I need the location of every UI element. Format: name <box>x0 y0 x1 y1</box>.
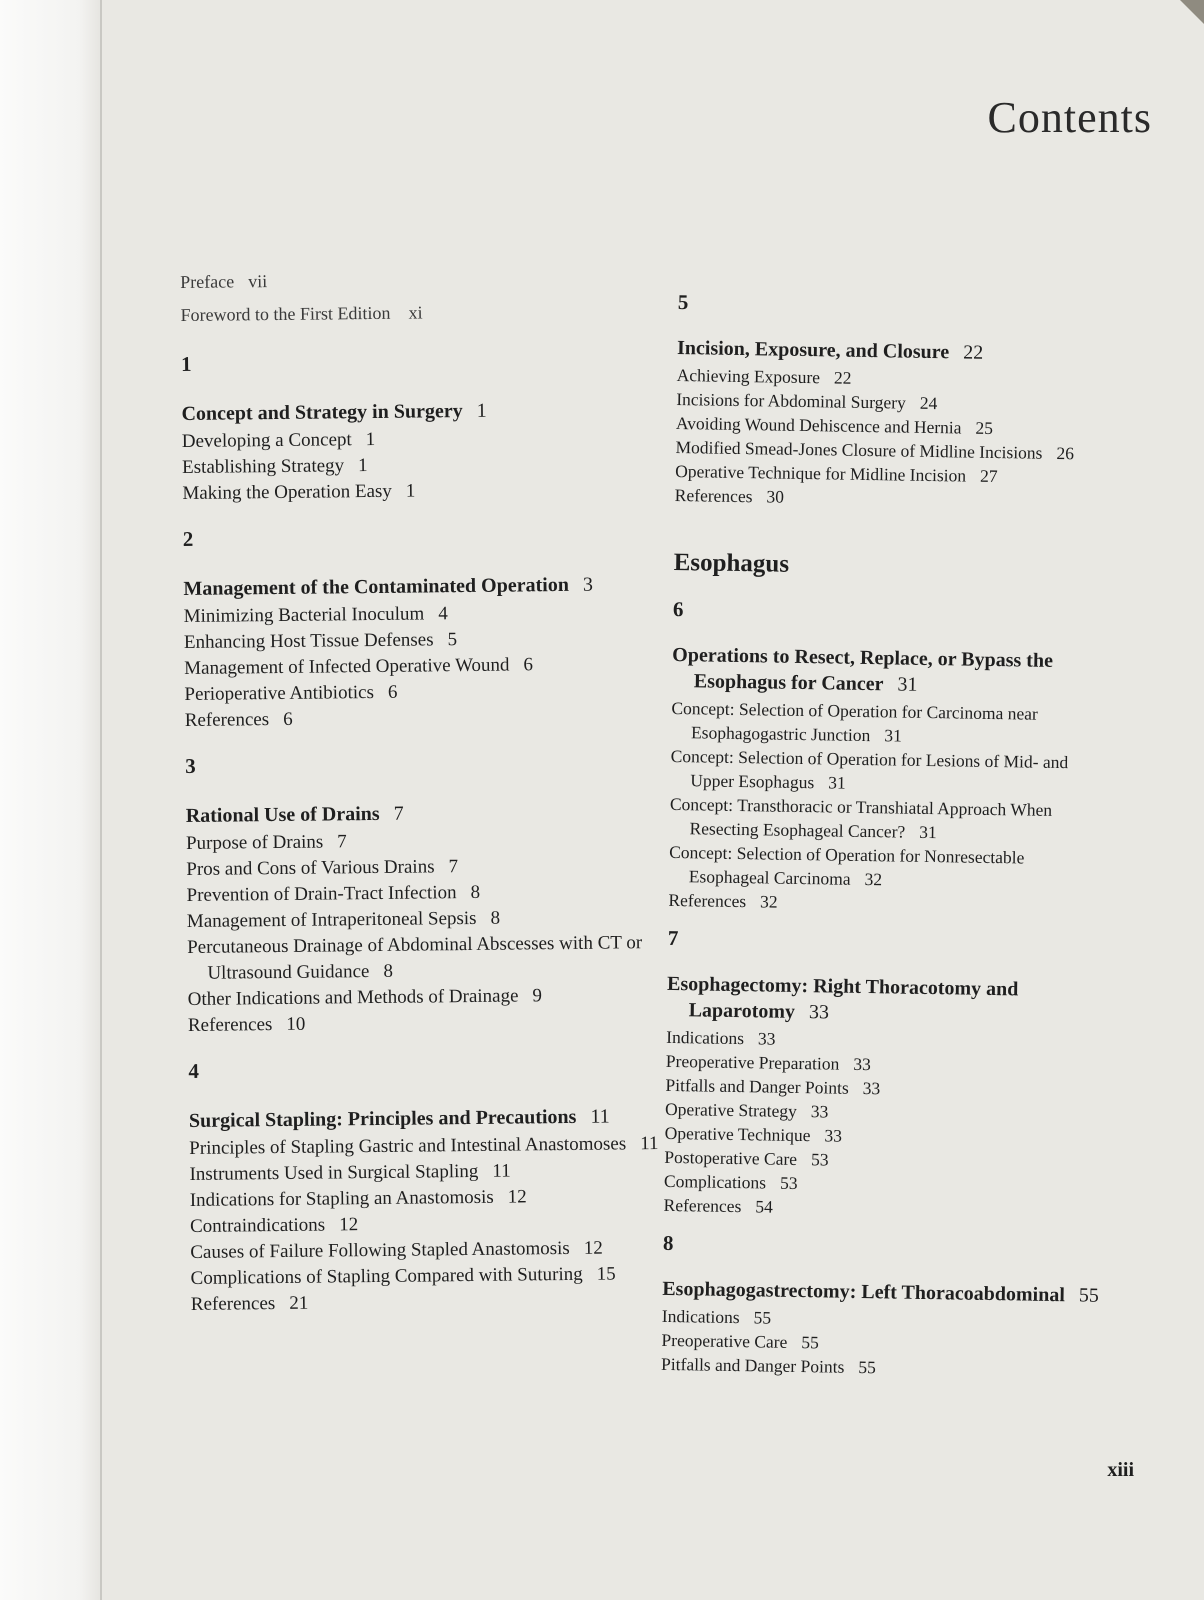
toc-entry-page: 31 <box>828 772 846 793</box>
toc-entry-page: 33 <box>862 1078 881 1099</box>
toc-entry-page: 15 <box>596 1263 616 1285</box>
toc-entry-label: Indications for Stapling an Anastomosis <box>189 1186 494 1211</box>
toc-entry-page: 1 <box>405 480 416 502</box>
toc-entry-label: Indications <box>666 1026 745 1049</box>
toc-entry-page: 30 <box>766 486 785 507</box>
chapter-title <box>189 1103 689 1134</box>
toc-entry-page: 27 <box>979 465 998 487</box>
toc-entry-label: Purpose of Drains <box>185 831 324 854</box>
chapter-page: 31 <box>897 673 918 696</box>
right-chapter-list <box>661 597 1113 1383</box>
toc-entry-page: 21 <box>289 1292 309 1314</box>
toc-entry-page: 8 <box>383 960 393 982</box>
chapter-number: 5 <box>677 290 689 315</box>
chapter-title <box>662 1276 1102 1309</box>
toc-entry-page: 33 <box>824 1125 843 1146</box>
chapter-page: 3 <box>582 573 594 596</box>
toc-entry-label: Pros and Cons of Various Drains <box>186 856 435 880</box>
toc-entry-label: References <box>190 1293 276 1315</box>
chapter <box>185 749 688 1039</box>
toc-entry-label: Management of Intraperitoneal Sepsis <box>186 907 477 932</box>
toc-entry-page: 9 <box>532 985 543 1007</box>
toc-entry-page: 6 <box>283 708 293 730</box>
toc-entry <box>190 1261 690 1292</box>
toc-entry-label: Concept: Selection of Operation for Carcinoma near Esophagogastric Junction <box>671 697 1038 746</box>
toc-entry-label: Operative Technique for Midline Incision <box>674 460 967 486</box>
toc-entry-page: 54 <box>755 1196 774 1217</box>
chapter-title-text: Rational Use of Drains <box>185 802 380 827</box>
toc-entry <box>189 1131 689 1162</box>
toc-entry-page: 10 <box>286 1013 306 1035</box>
chapter-title-text: Incision, Exposure, and Closure <box>676 336 950 364</box>
chapter-page: 55 <box>1078 1284 1100 1307</box>
chapter <box>668 597 1113 919</box>
toc-entry-page: 6 <box>523 654 534 676</box>
toc-entry-page: 12 <box>507 1186 527 1208</box>
toc-entry-page: 24 <box>919 392 938 414</box>
toc-entry <box>191 1287 691 1318</box>
toc-entry-label: References <box>663 1194 742 1217</box>
toc-entry-label: Indications <box>661 1305 740 1328</box>
toc-entry-page: 8 <box>490 907 501 929</box>
toc-entry <box>188 1008 688 1039</box>
chapter-title <box>677 335 1117 368</box>
toc-entry-page: 31 <box>884 725 903 746</box>
toc-entry-label: Achieving Exposure <box>676 364 821 388</box>
front-matter <box>180 261 681 332</box>
chapter-title-text: Surgical Stapling: Principles and Precautions <box>188 1105 577 1132</box>
toc-entry <box>671 696 1112 751</box>
toc-entry-page: 55 <box>801 1332 819 1353</box>
chapter <box>661 1231 1103 1383</box>
chapter-title <box>672 642 1113 701</box>
toc-entry-page: 33 <box>757 1028 776 1049</box>
chapter-number: 4 <box>188 1058 200 1083</box>
chapter <box>188 1054 691 1318</box>
chapter-page: 11 <box>590 1105 610 1128</box>
toc-entry-label: Concept: Selection of Operation for Lesions of Mid- and Upper Esophagus <box>670 745 1069 793</box>
toc-entry-page: 6 <box>387 681 398 703</box>
toc-entry-label: Enhancing Host Tissue Defenses <box>183 629 434 653</box>
toc-entry-page: 1 <box>365 428 376 451</box>
chapter-page: 33 <box>808 1001 830 1024</box>
chapter-title <box>181 396 681 427</box>
toc-entry-label: Other Indications and Methods of Drainage <box>187 985 519 1010</box>
toc-entry-label: Perioperative Antibiotics <box>184 681 375 705</box>
toc-entry-label: Making the Operation Easy <box>182 480 392 504</box>
contents-left-column <box>180 261 691 1318</box>
toc-entry-page: 31 <box>919 821 937 843</box>
toc-entry-page: 12 <box>339 1214 359 1236</box>
front-matter-item: Foreword to the First Edition xi <box>180 302 423 325</box>
chapter-title-text: Esophagogastrectomy: Left Thoracoabdominal <box>662 1277 1066 1307</box>
toc-entry-page: 1 <box>358 455 368 477</box>
section-title: Esophagus <box>673 548 790 578</box>
chapter-title-text: Concept and Strategy in Surgery <box>181 400 463 425</box>
chapter-number: 1 <box>180 351 192 376</box>
toc-entry-page: 26 <box>1056 442 1075 464</box>
toc-entry-page: 11 <box>492 1160 511 1182</box>
toc-entry-label: Preoperative Care <box>661 1329 788 1352</box>
chapter <box>181 347 683 507</box>
toc-entry-label: Principles of Stapling Gastric and Intestinal Anastomoses <box>189 1133 627 1159</box>
toc-entry-page: 32 <box>864 869 883 890</box>
toc-entry-page: 33 <box>853 1053 872 1075</box>
toc-entry-label: Instruments Used in Surgical Stapling <box>189 1160 479 1185</box>
toc-entry-page: 32 <box>759 891 778 912</box>
toc-entry-label: Operative Technique <box>664 1122 811 1146</box>
toc-entry-label: Concept: Selection of Operation for Nonresectable Esophageal Carcinoma <box>669 841 1025 889</box>
chapter <box>663 926 1108 1224</box>
toc-entry-page: 55 <box>753 1307 772 1328</box>
toc-entry-label: References <box>674 484 753 507</box>
toc-entry-label: Complications of Stapling Compared with Suturing <box>190 1263 583 1289</box>
chapter-title-text: Operations to Resect, Replace, or Bypass the Esophagus for Cancer <box>672 643 1054 696</box>
toc-entry <box>182 476 682 507</box>
toc-entry-page: 53 <box>779 1172 798 1193</box>
toc-entry-label: Postoperative Care <box>664 1146 798 1169</box>
chapter-number: 2 <box>182 526 194 551</box>
toc-entry-label: References <box>187 1014 273 1036</box>
chapter <box>183 522 685 734</box>
toc-entry-label: Causes of Failure Following Stapled Anastomosis <box>190 1237 570 1263</box>
toc-entry-label: References <box>184 709 270 731</box>
chapter-number: 8 <box>662 1230 674 1256</box>
toc-entry-label: Concept: Transthoracic or Transhiatal Approach When Resecting Esophageal Cancer? <box>669 793 1053 842</box>
toc-entry-page: 4 <box>438 603 448 625</box>
gutter-shadow <box>100 0 102 1600</box>
toc-entry-page: 11 <box>640 1133 659 1155</box>
toc-entry-label: Pitfalls and Danger Points <box>665 1074 849 1098</box>
toc-entry-page: 33 <box>810 1101 829 1122</box>
toc-entry-label: Establishing Strategy <box>182 455 345 478</box>
chapter-page: 22 <box>962 341 984 364</box>
toc-entry-page: 8 <box>470 881 481 903</box>
left-chapter-list <box>181 347 691 1318</box>
chapter-page: 1 <box>476 399 487 422</box>
toc-entry-page: 25 <box>975 417 994 438</box>
chapter-title <box>186 798 686 829</box>
chapter-title-text: Management of the Contaminated Operation <box>183 573 570 600</box>
toc-entry-label: Incisions for Abdominal Surgery <box>676 388 907 413</box>
chapter-number: 3 <box>185 753 196 778</box>
chapter-page: 7 <box>393 802 404 825</box>
front-matter-item: Preface vii <box>180 271 268 292</box>
toc-entry-label: Modified Smead-Jones Closure of Midline Incisions <box>675 436 1043 463</box>
chapter <box>675 290 1118 514</box>
toc-entry-label: Developing a Concept <box>181 429 352 452</box>
toc-entry-page: 55 <box>858 1356 877 1378</box>
facing-page-edge <box>0 0 100 1600</box>
toc-entry-page: 7 <box>337 831 347 853</box>
toc-entry-label: Minimizing Bacterial Inoculum <box>183 603 425 627</box>
toc-entry-label: References <box>668 889 747 912</box>
toc-entry-page: 12 <box>583 1237 603 1259</box>
toc-entry-page: 7 <box>448 856 459 878</box>
contents-right-column <box>661 290 1118 1383</box>
toc-entry-page: 53 <box>810 1149 829 1170</box>
toc-entry-label: Prevention of Drain-Tract Infection <box>186 882 457 906</box>
toc-entry-label: Preoperative Preparation <box>665 1050 840 1074</box>
page-number: xiii <box>1107 1459 1134 1481</box>
toc-entry-label: Contraindications <box>189 1214 326 1237</box>
chapter-number: 6 <box>672 596 684 622</box>
page-corner <box>1180 0 1204 24</box>
chapter-number: 7 <box>667 925 679 951</box>
toc-entry-page: 5 <box>447 629 458 651</box>
toc-entry-label: Complications <box>663 1170 767 1193</box>
toc-entry-label: Percutaneous Drainage of Abdominal Abscesses with CT or Ultrasound Guidance <box>187 932 643 984</box>
toc-entry <box>670 744 1111 799</box>
chapter-title <box>666 971 1107 1030</box>
toc-entry <box>187 930 688 987</box>
toc-entry-label: Avoiding Wound Dehiscence and Hernia <box>675 412 962 438</box>
toc-entry <box>669 792 1110 847</box>
toc-entry-label: Pitfalls and Danger Points <box>660 1353 845 1377</box>
toc-entry <box>669 840 1110 895</box>
toc-entry-page: 22 <box>833 367 852 388</box>
page-title: Contents <box>987 93 1152 142</box>
toc-entry-label: Management of Infected Operative Wound <box>184 654 510 679</box>
chapter-title-text: Esophagectomy: Right Thoracotomy and Laparotomy <box>666 972 1019 1023</box>
right-top-chapter <box>675 290 1118 514</box>
toc-entry-label: Operative Strategy <box>664 1098 797 1121</box>
chapter-title <box>183 571 683 602</box>
toc-entry <box>185 703 685 734</box>
